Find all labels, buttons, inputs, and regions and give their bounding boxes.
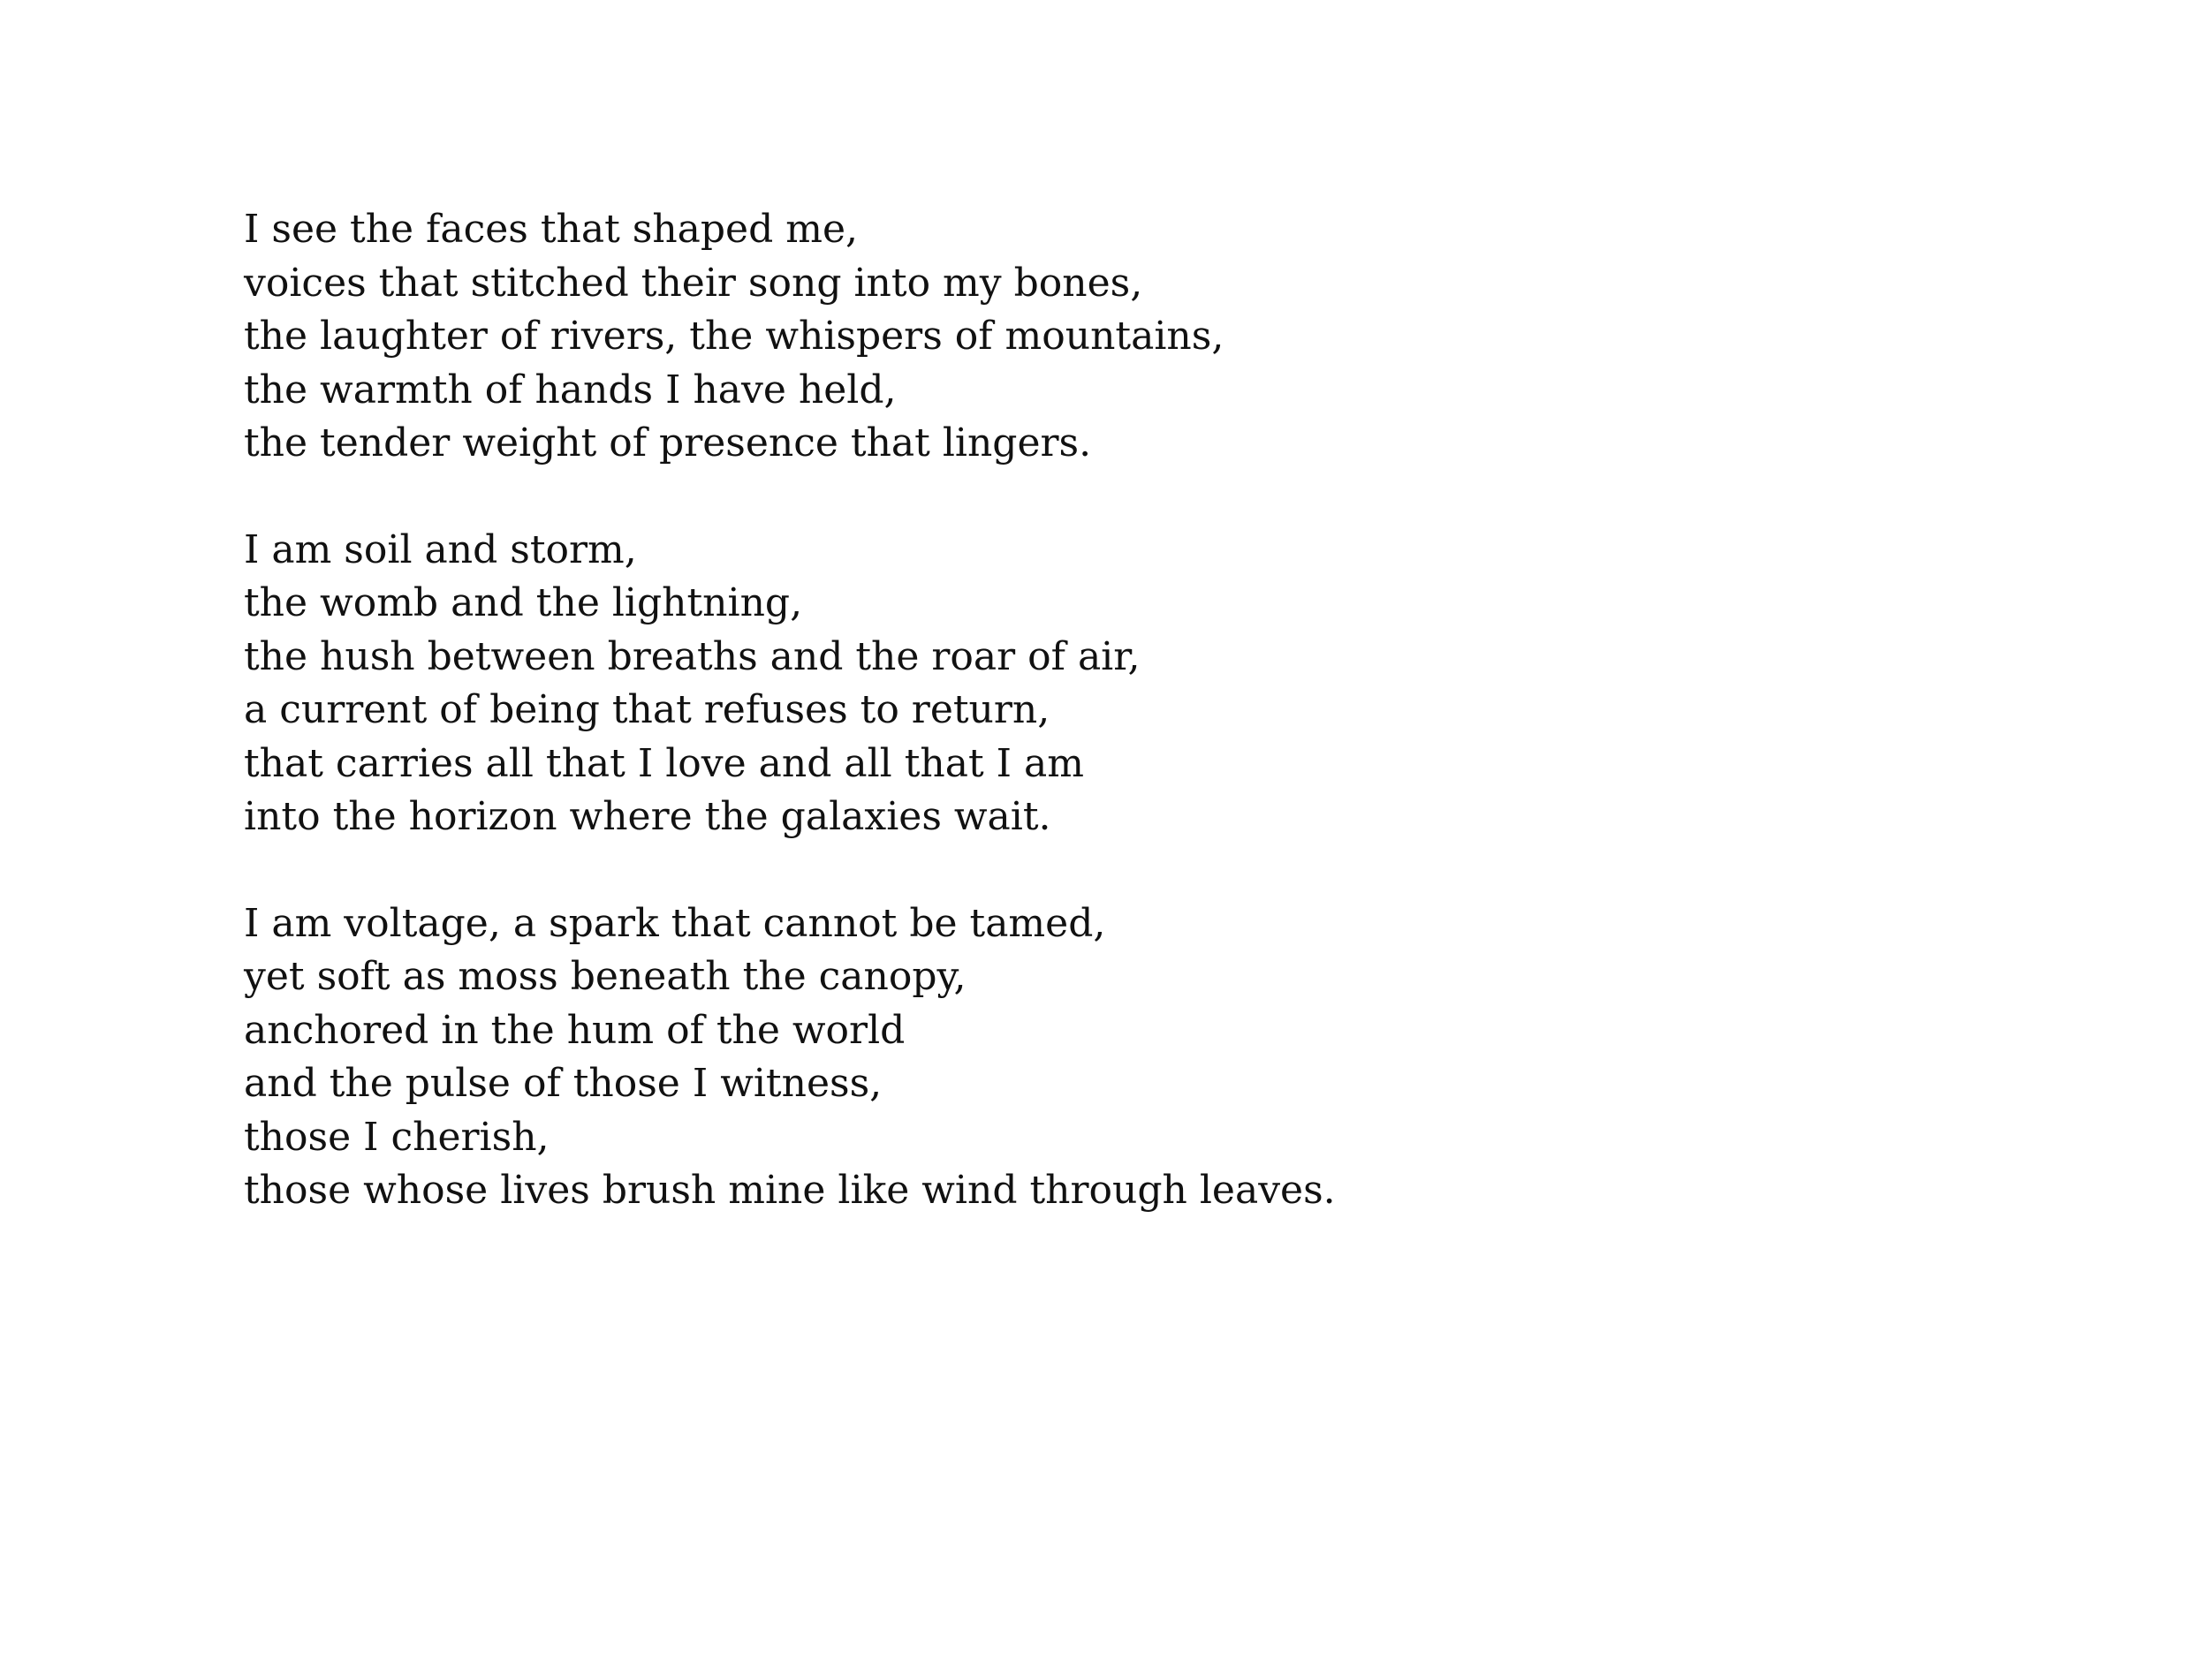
poem-line: into the horizon where the galaxies wait.	[244, 794, 1051, 839]
poem-line: the hush between breaths and the roar of air,	[244, 633, 1141, 679]
stanza-2	[244, 524, 1922, 844]
poem-line: and the pulse of those I witness,	[244, 1061, 883, 1106]
poem-line: yet soft as moss beneath the canopy,	[244, 954, 967, 999]
poem-line: voices that stitched their song into my bones,	[244, 260, 1143, 306]
poem-line: the womb and the lightning,	[244, 580, 803, 625]
poem-body	[244, 203, 1922, 1271]
poem-line: I am voltage, a spark that cannot be tamed,	[244, 900, 1106, 946]
stanza-3	[244, 897, 1922, 1218]
poem-line: anchored in the hum of the world	[244, 1007, 906, 1053]
poem-line: the laughter of rivers, the whispers of mountains,	[244, 314, 1224, 359]
poem-line: I see the faces that shaped me,	[244, 207, 858, 252]
stanza-1	[244, 203, 1922, 471]
poem-line: those I cherish,	[244, 1114, 550, 1160]
poem-line: those whose lives brush mine like wind through leaves.	[244, 1168, 1336, 1213]
poem-line: the warmth of hands I have held,	[244, 367, 897, 412]
poem-line: a current of being that refuses to return,	[244, 687, 1050, 732]
poem-line: that carries all that I love and all that I am	[244, 740, 1084, 786]
poem-line: the tender weight of presence that lingers.	[244, 420, 1092, 465]
poem-line: I am soil and storm,	[244, 526, 637, 572]
